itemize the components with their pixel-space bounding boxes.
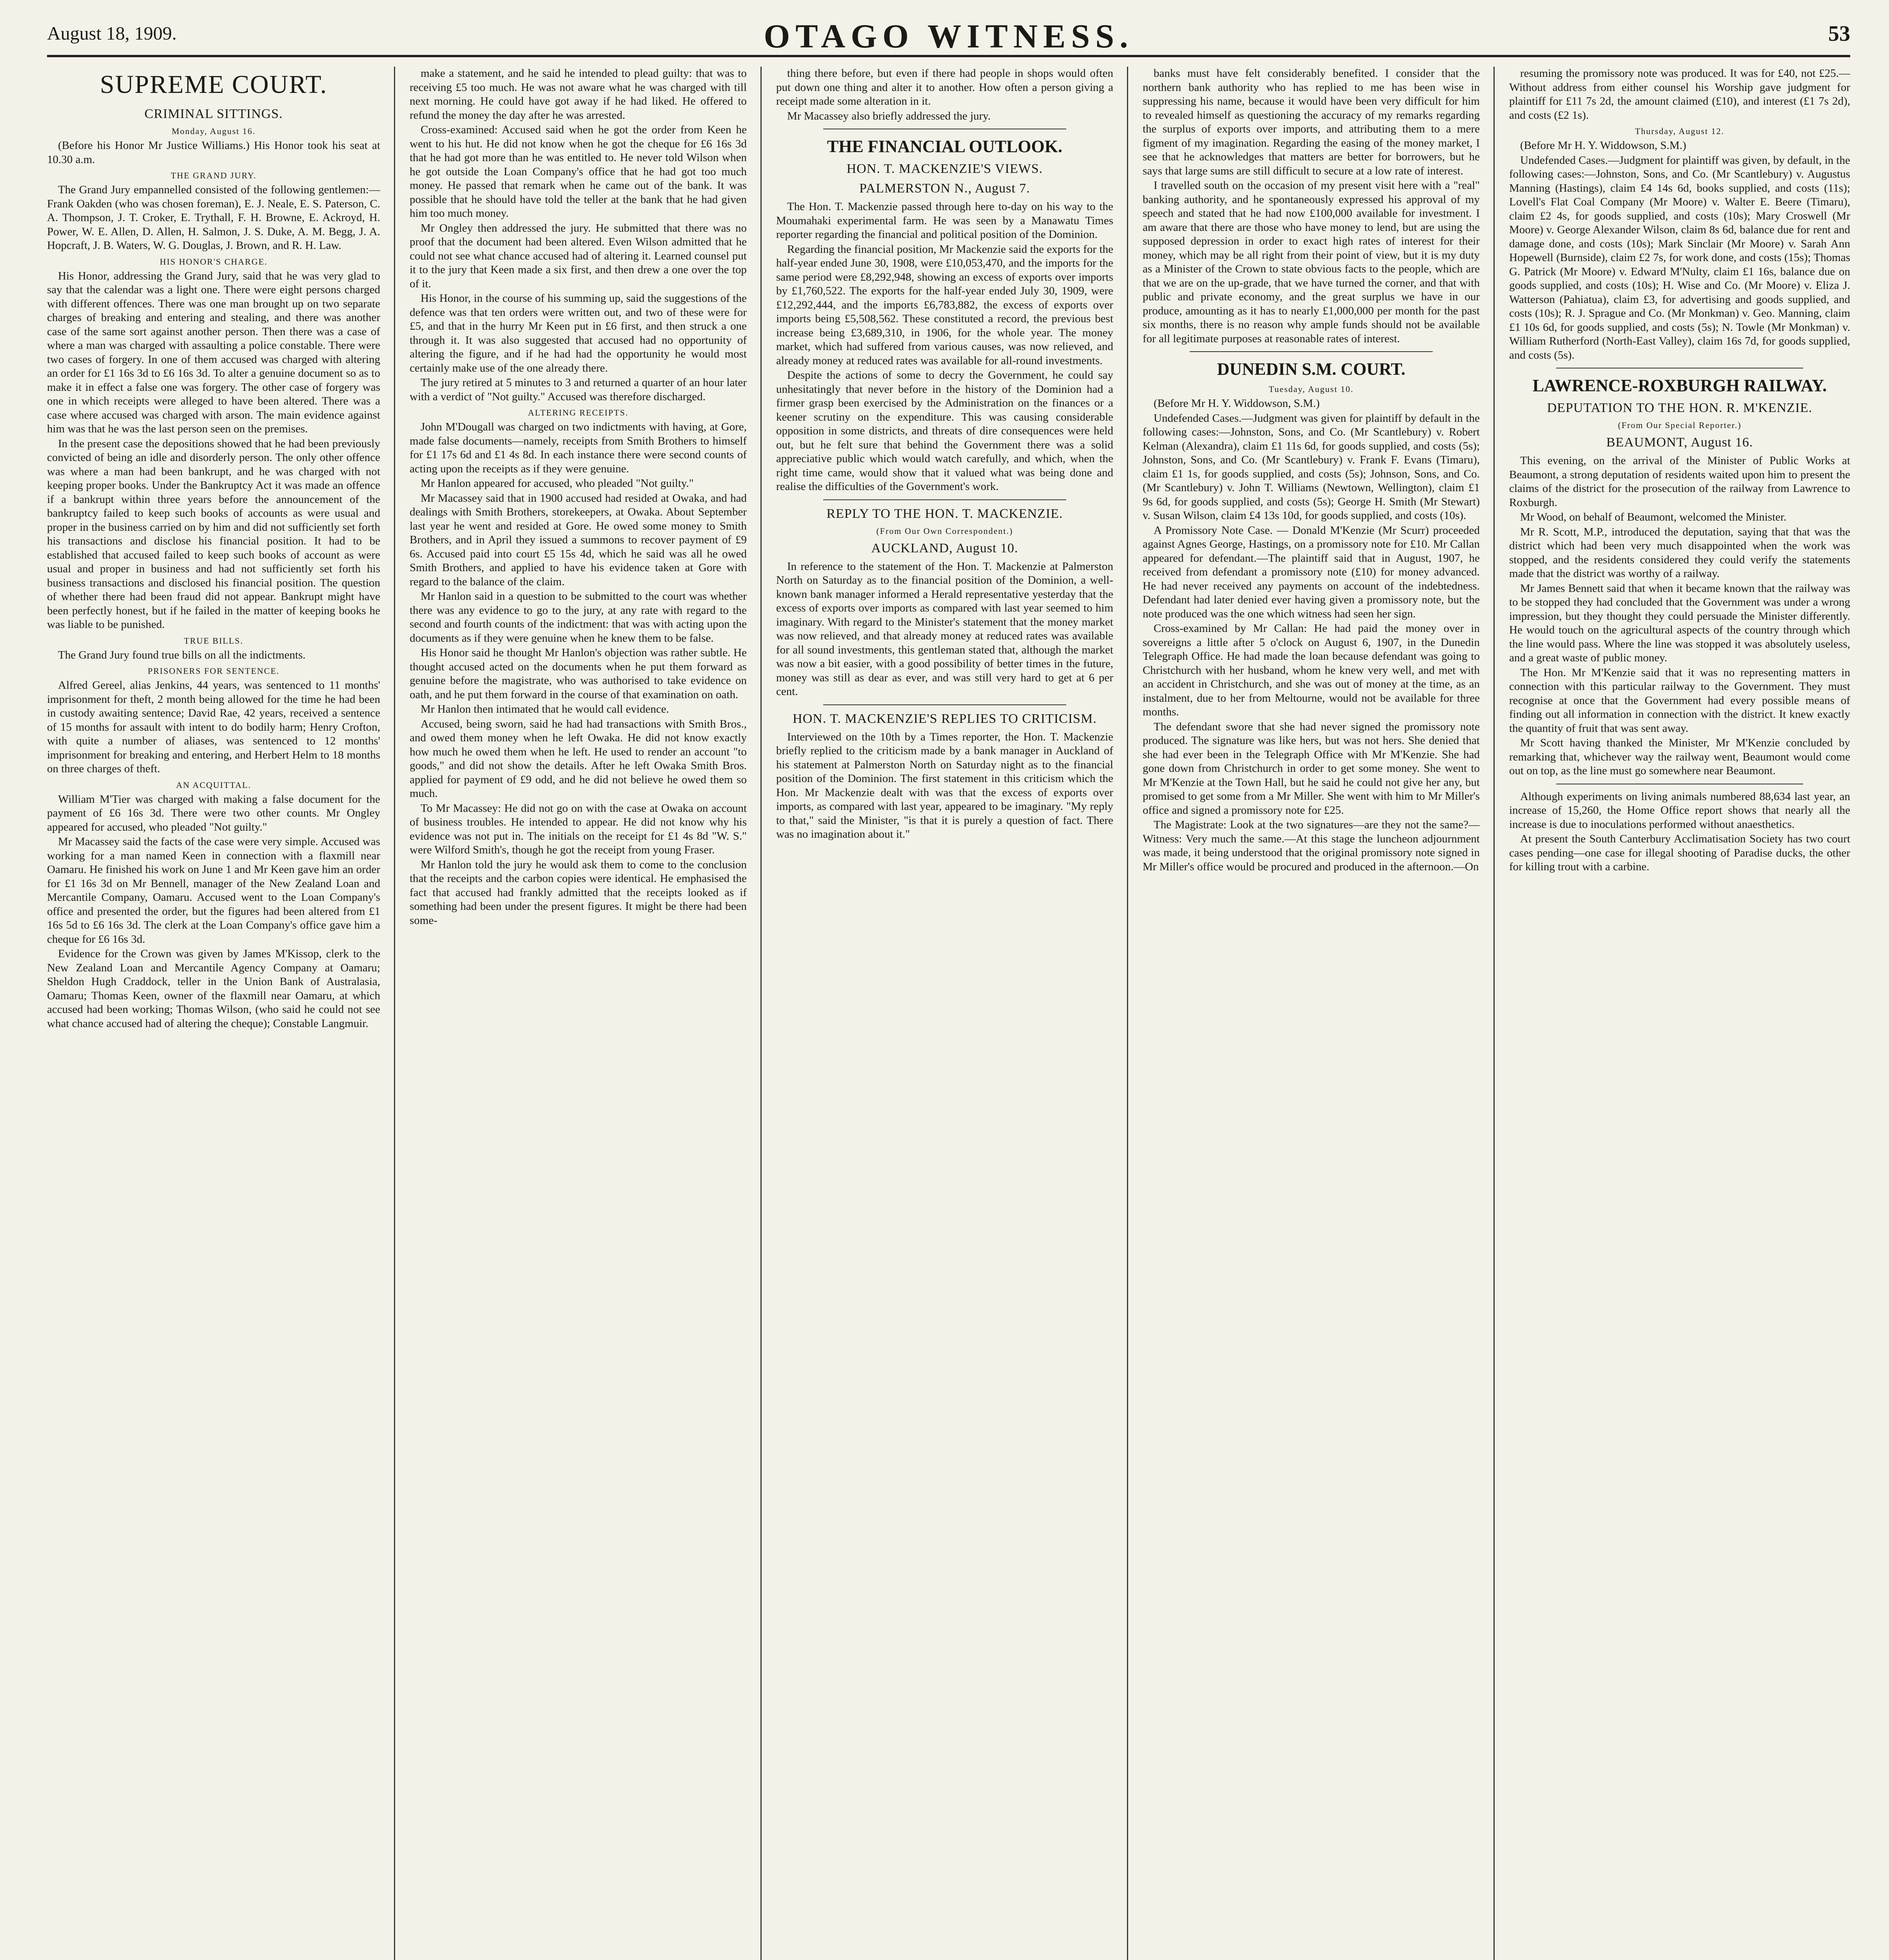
charge-heading: HIS HONOR'S CHARGE.	[160, 256, 268, 267]
bench-line: (Before Mr H. Y. Widdowson, S.M.)	[1520, 139, 1686, 152]
column-divider	[1127, 67, 1128, 1960]
paragraph: Mr James Bennett said that when it became known that the railway was to be stopped they had concluded that the Government was under a wrong impression, but they thought they could persuade the Minister differently. He would touch on the agricultural aspects of the country through which the line would pass. Where the line was stopped it was absolutely useless, and a great waste of public money.	[1509, 582, 1850, 664]
paragraph: I travelled south on the occasion of my present visit here with a "real" banking authority, and he spontaneously expressed his approval of my speech and stated that he had now £100,000 available for investment. I am aware that there are those who have money to lend, but are using the supposed depression in order to exact high rates of interest for their money, which may be all right from their point of view, but it is my duty as a Minister of the Crown to state obvious facts to the people, which are that we are on the up-grade, that we have turned the corner, and that with public and private economy, and the great surplus we have in our produce, amounting as it has to nearly £1,000,000 per month for the past six months, there is no reason why ample funds should not be available for all legitimate purposes at reasonable rates of interest.	[1143, 179, 1480, 345]
dunedin-court-heading: DUNEDIN S.M. COURT.	[1217, 359, 1406, 379]
date-line: Monday, August 16.	[171, 126, 256, 136]
mackenzie-views-heading: HON. T. MACKENZIE'S VIEWS.	[846, 162, 1043, 176]
paragraph: His Honor, in the course of his summing up, said the suggestions of the defence was that ten orders were written out, and two of these were for £5, and that in the hurry Mr Keen put in £6 first, and then struck a one through it. It was also suggested that accused had no opportunity of altering the figure, and if he had had the opportunity he would most certainly make use of the one already there.	[410, 292, 747, 374]
paragraph: make a statement, and he said he intended to plead guilty: that was to receiving £5 too much. He was not aware what he was charged with till next morning. He could have got away if he had liked. He offered to refund the money the day after he was arrested.	[410, 67, 747, 122]
date-line: Tuesday, August 10.	[1268, 384, 1354, 394]
section-rule	[823, 499, 1066, 500]
column-5	[1509, 67, 1850, 1960]
true-bills-heading: TRUE BILLS.	[184, 635, 243, 646]
dateline: BEAUMONT, August 16.	[1606, 435, 1753, 450]
column-2	[410, 67, 747, 1960]
column-divider	[1493, 67, 1495, 1960]
sentence-heading: PRISONERS FOR SENTENCE.	[147, 666, 280, 676]
paragraph: Evidence for the Crown was given by James M'Kissop, clerk to the New Zealand Loan and Mercantile Agency Company at Oamaru; Sheldon Hugh Craddock, teller in the Union Bank of Australasia, Oamaru; Thomas Keen, owner of the flaxmill near Oamaru, at which accused had been working; Thomas Wilson, (who said he could not see what chance accused had of altering the cheque); Constable Langmuir.	[47, 947, 380, 1030]
supreme-court-heading: SUPREME COURT.	[100, 70, 328, 99]
paragraph: The jury retired at 5 minutes to 3 and returned a quarter of an hour later with a verdict of "Not guilty." Accused was therefore discharged.	[410, 376, 747, 403]
paragraph: To Mr Macassey: He did not go on with the case at Owaka on account of business troubles. He intended to appear. He did not know why his evidence was not put in. The initials on the receipt for £1 4s 8d "W. S." were Wilford Smith's, though he got the receipt from young Fraser.	[410, 802, 747, 856]
paragraph: William M'Tier was charged with making a false document for the payment of £6 16s 3d. There were two other counts. Mr Ongley appeared for accused, who pleaded "Not guilty."	[47, 793, 380, 833]
paragraph: resuming the promissory note was produced. It was for £40, not £25.—Without address from either counsel his Worship gave judgment for plaintiff for £11 7s 2d, the amount claimed (£10), and interest (£1 7s 2d), and costs (£2 1s).	[1509, 67, 1850, 122]
paragraph: Undefended Cases.—Judgment for plaintiff was given, by default, in the following cases:—Johnston, Sons, and Co. (Mr Scantlebury) v. Augustus Manning (Hastings), claim £4 14s 6d, books supplied, and costs (11s); Lovell's Flat Coal Company (Mr Moore) v. Walter E. Beere (Timaru), claim £2 4s, for goods supplied, and costs (10s); Mary Croswell (Mr Moore) v. George Alexander Wilson, claim 8s 6d, balance due for rent and damage done, and costs (10s); Mark Sinclair (Mr Moore) v. Sarah Ann Hopewell (Burnside), claim £2 7s, for work done, and costs (15s); Thomas G. Patrick (Mr Moore) v. Edward M'Nulty, claim £1 16s, balance due on goods supplied, and costs (10s); H. Wise and Co. (Mr Moore) v. Eliza J. Watterson (Pahiatua), claim £3, for advertising and goods supplied, and costs (10s); R. J. Sprague and Co. (Mr Monkman) v. Geo. Manning, claim £1 10s 6d, for goods supplied, and costs (5s); N. Towle (Mr Monkman) v. William Rutherford (North-East Valley), claim 16s 7d, for goods supplied, and costs (5s).	[1509, 154, 1850, 361]
column-1	[47, 67, 380, 1960]
paragraph: Mr Macassey said that in 1900 accused had resided at Owaka, and had dealings with Smith Brothers, storekeepers, at Owaka. About September last year he went and resided at Gore. He owed some money to Smith Brothers, and in April they issued a summons to recover payment of £9 6s. Accused paid into court £5 15s 4d, which he said was all he owed Smith Brothers, and applied to have his evidence taken at Gore with regard to the balance of the claim.	[410, 492, 747, 588]
paragraph: This evening, on the arrival of the Minister of Public Works at Beaumont, a strong deputation of residents waited upon him to present the claims of the district for the prosecution of the railway from Lawrence to Roxburgh.	[1509, 454, 1850, 509]
paragraph: John M'Dougall was charged on two indictments with having, at Gore, made false documents—namely, receipts from Smith Brothers to himself for £1 17s 6d and £1 4s 8d. In each instance there were second counts of acting upon the receipts as if they were genuine.	[410, 421, 747, 475]
financial-outlook-heading: THE FINANCIAL OUTLOOK.	[827, 137, 1063, 156]
paragraph: Cross-examined: Accused said when he got the order from Keen he went to his hut. He did not know when he got the cheque for £6 16s 3d that he had got more than he was entitled to. He never told Wilson when he got outside the Loan Company's office that he had got too much money. He passed that remark when he came out of the bank. It was possible that he should have told the teller at the bank that he had given him too much money.	[410, 123, 747, 220]
replies-heading: HON. T. MACKENZIE'S REPLIES TO CRITICISM.	[793, 711, 1097, 726]
correspondent-line: (From Our Special Reporter.)	[1618, 420, 1742, 430]
paragraph: Mr Wood, on behalf of Beaumont, welcomed the Minister.	[1520, 511, 1787, 523]
paragraph: Despite the actions of some to decry the Government, he could say unhesitatingly that never before in the history of the Dominion had a firmer grasp been exercised by the Administration on the finances or a keener scrutiny on the expenditure. This was causing considerable opposition in some districts, and threats of dire consequences were held out, but he felt sure that behind the Government there was a solid appreciative public which would watch carefully, and which, when the right time came, would show that it valued what was being done and realise the difficulties of the Government's work.	[776, 369, 1113, 493]
paragraph: Mr Hanlon said in a question to be submitted to the court was whether there was any evidence to go to the jury, at any rate with regard to the second and fourth counts of the indictment: that was with acting upon the documents as if they were genuine when he knew them to be false.	[410, 590, 747, 644]
paragraph: Accused, being sworn, said he had had transactions with Smith Bros., and owed them money when he left Owaka. He did not know exactly how much he owed them when he left. He used to render an account "to goods," and did not show the details. After he left Owaka Smith Bros. applied for payment of £9 odd, and he did not believe he owed them so much.	[410, 717, 747, 800]
reply-heading: REPLY TO THE HON. T. MACKENZIE.	[826, 506, 1063, 521]
paragraph: The defendant swore that she had never signed the promissory note produced. The signature was like hers, but was not hers. She denied that she had ever been in the Telegraph Office with Mr M'Kenzie. She had gone down from Christchurch in order to get some money. She went to Mr M'Kenzie at the Town Hall, but he said he could not give her any, but promised to get some from a Mr Miller. She went with him to Mr Miller's office and signed a promissory note for £25.	[1143, 720, 1480, 817]
issue-date: August 18, 1909.	[47, 23, 177, 44]
paragraph: His Honor, addressing the Grand Jury, said that he was very glad to say that the calendar was a light one. There were eight persons charged with different offences. There was one man brought up on two separate charges of breaking and entering and stealing, and there was another case of the same sort against another person. Then there was a case of where a man was charged with assaulting a police constable. There were two cases of forgery. In one of them accused was charged with altering an order for £1 16s 3d to £6 16s 3d. To alter a genuine document so as to make it in effect a false one was forgery. The other case of forgery was one in which receipts were alleged to have been altered. There was a case where accused was charged with arson. The main evidence against him was that he was the last person seen on the premises.	[47, 269, 380, 435]
paragraph: Although experiments on living animals numbered 88,634 last year, an increase of 15,260, the Home Office report shows that nearly all the increase is due to inoculations performed without anaesthetics.	[1509, 790, 1850, 831]
acquittal-heading: AN ACQUITTAL.	[176, 780, 251, 790]
paragraph: Regarding the financial position, Mr Mackenzie said the exports for the half-year ended June 30, 1908, were £10,053,470, and the imports for the same period were £8,292,948, showing an excess of exports over imports by £1,760,522. The exports for the half-year ended July 30, 1909, were £12,292,444, and the imports £6,783,882, the excess of exports over imports being £5,508,562. These constituted a record, the previous best increase being £3,689,310, in 1906, for the whole year. The money market, which had suffered from various causes, was now relieved, and already money at reduced rates was available for all-round investments.	[776, 243, 1113, 367]
paragraph: The Grand Jury found true bills on all the indictments.	[58, 648, 306, 661]
column-3	[776, 67, 1113, 1960]
paragraph: His Honor said he thought Mr Hanlon's objection was rather subtle. He thought accused acted on the documents when he put them forward as genuine before the magistrate, who was authorised to take evidence on oath, and he put them forward in the course of that examination on oath.	[410, 646, 747, 701]
bench-line: (Before Mr H. Y. Widdowson, S.M.)	[1154, 397, 1320, 410]
date-line: Thursday, August 12.	[1635, 126, 1724, 136]
paragraph: Mr Macassey said the facts of the case were very simple. Accused was working for a man named Keen in connection with a flaxmill near Oamaru. He finished his work on June 1 and Mr Keen gave him an order for £1 16s 3d on Mr Bennell, manager of the New Zealand Loan and Mercantile Company, Oamaru. Accused went to the Loan Company's office and presented the order, but the figures had been altered from £1 16s 5d to £6 16s 3d. The clerk at the Loan Company's office gave him a cheque for £6 16s 3d.	[47, 835, 380, 946]
paragraph: In reference to the statement of the Hon. T. Mackenzie at Palmerston North on Saturday as to the financial position of the Dominion, a well-known bank manager informed a Herald representative yesterday that the excess of exports over imports as compared with last year seemed to him imaginary. With regard to the Minister's statement that the money market was now relieved, and that already money at reduced rates was available for all sound investments, this gentleman stated that, although the market was now a bit easier, with a good possibility of better times in the future, money was still as dear as ever, and was still very hard to get at 6 per cent.	[776, 560, 1113, 698]
paragraph: Mr Hanlon appeared for accused, who pleaded "Not guilty."	[421, 477, 694, 490]
section-rule	[1190, 351, 1433, 352]
paragraph: At present the South Canterbury Acclimatisation Society has two court cases pending—one case for illegal shooting of Paradise ducks, the other for killing trout with a carbine.	[1509, 833, 1850, 873]
paragraph: Mr Hanlon told the jury he would ask them to come to the conclusion that the receipts and the carbon copies were identical. He emphasised the fact that accused had frankly admitted that the receipts looked as if something had been under the present figures. It might be there had been some-	[410, 858, 747, 927]
deputation-heading: DEPUTATION TO THE HON. R. M'KENZIE.	[1547, 401, 1813, 415]
dateline: PALMERSTON N., August 7.	[859, 181, 1030, 196]
section-rule	[823, 704, 1066, 705]
railway-heading: LAWRENCE-ROXBURGH RAILWAY.	[1532, 376, 1827, 395]
paragraph: The Hon. Mr M'Kenzie said that it was no representing matters in connection with this particular railway to the Government. They must recognise at once that the Government had every possible means of finding out all information in connection with the district. It knew exactly the quantity of fruit that was sent away.	[1509, 666, 1850, 735]
criminal-sittings-subheading: CRIMINAL SITTINGS.	[144, 107, 283, 121]
page-number: 53	[1828, 22, 1850, 46]
altering-receipts-heading: ALTERING RECEIPTS.	[528, 408, 629, 417]
column-divider	[394, 67, 395, 1960]
newspaper-title: OTAGO WITNESS.	[764, 17, 1134, 55]
masthead	[47, 16, 1850, 57]
paragraph: The Hon. T. Mackenzie passed through here to-day on his way to the Moumahaki experimental farm. He was seen by a Manawatu Times reporter regarding the financial and political position of the Dominion.	[776, 200, 1113, 241]
paragraph: Interviewed on the 10th by a Times reporter, the Hon. T. Mackenzie briefly replied to the criticism made by a bank manager in Auckland of his statement at Palmerston North on Saturday night as to the financial position of the Dominion. The first statement in this criticism which the Hon. Mr Mackenzie dealt with was that the excess of exports over imports, as compared with last year, appeared to be imaginary. "My reply to that," said the Minister, "is that it is purely a question of fact. There was no imagination about it."	[776, 730, 1113, 840]
paragraph: Cross-examined by Mr Callan: He had paid the money over in sovereigns a little after 5 o'clock on August 6, 1907, in the Dunedin Telegraph Office. He had made the loan because defendant was going to Christchurch with her husband, whom he knew very well, and met with an accident in Christchurch, and she was out of money at the time, as an instalment, due to her from Meltourne, would not be available for three months.	[1143, 622, 1480, 718]
paragraph: thing there before, but even if there had people in shops would often put down one thing and alter it to another. How often a person giving a receipt made some alteration in it.	[776, 67, 1113, 107]
column-divider	[760, 67, 762, 1960]
bench-line: (Before his Honor Mr Justice Williams.) His Honor took his seat at 10.30 a.m.	[47, 139, 380, 166]
paragraph: In the present case the depositions showed that he had been previously convicted of being an idle and disorderly person. The only other offence was where a man had been bankrupt, and he was charged with not keeping proper books. Under the Bankruptcy Act it was made an offence if a bankrupt within three years before the announcement of the bankruptcy failed to keep such books of accounts as were usual and proper in the business carried on by him and did not sufficiently set forth his transactions and disclose his financial position. It had to be established that accused failed to keep such books of account as were usual and proper in business and had not sufficiently set forth his business transactions and disclosed his financial position. The question of whether there had been fraud did not appear. Bankrupt might have been perfectly honest, but if he failed in the matter of keeping books he was liable to be punished.	[47, 437, 380, 631]
paragraph: Alfred Gereel, alias Jenkins, 44 years, was sentenced to 11 months' imprisonment for theft, 2 month being allowed for the time he had been in custody awaiting sentence; David Rae, 42 years, received a sentence of 15 months for assault with intent to do bodily harm; Henry Crofton, with quite a number of aliases, was sentenced to 12 months' imprisonment for breaking and entering, and Herbert Helm to 18 months on three charges of theft.	[47, 679, 380, 775]
dateline: AUCKLAND, August 10.	[871, 541, 1018, 555]
paragraph: Mr Ongley then addressed the jury. He submitted that there was no proof that the document had been altered. Even Wilson admitted that he could not see what chance accused had of altering it. Learned counsel put it to the jury that Keen made a six first, and then drew a one over the top of it.	[410, 221, 747, 290]
paragraph: Mr Scott having thanked the Minister, Mr M'Kenzie concluded by remarking that, whichever way the railway went, Beaumont would come out on top, as the line must go somewhere near Beaumont.	[1509, 737, 1850, 777]
correspondent-line: (From Our Own Correspondent.)	[876, 526, 1013, 536]
paragraph: Mr Hanlon then intimated that he would call evidence.	[421, 703, 669, 715]
paragraph: Mr R. Scott, M.P., introduced the deputation, saying that that was the district which had been very much disappointed when the work was stopped, and the residents considered they could verify the statements made that the district was worthy of a railway.	[1509, 525, 1850, 580]
column-4	[1143, 67, 1480, 1960]
paragraph: The Grand Jury empannelled consisted of the following gentlemen:—Frank Oakden (who was chosen foreman), E. J. Neale, E. S. Paterson, C. A. Thompson, J. T. Croker, E. Trythall, F. H. Browne, E. Ackroyd, H. Power, W. E. Allen, D. Allen, H. Salmon, J. S. Duke, A. M. Begg, J. A. Hopcraft, J. B. Waters, W. G. Douglas, J. Brown, and R. H. Law.	[47, 183, 380, 252]
grand-jury-heading: THE GRAND JURY.	[171, 171, 257, 180]
paragraph: banks must have felt considerably benefited. I consider that the northern bank authority who has replied to me has been wise in suppressing his name, because it would have been very difficult for him to revealed himself as questioning the accuracy of my remarks regarding the surplus of exports over imports, and attributing them to a mere figment of my imagination. Regarding the easing of the money market, I see that he acknowledges that matters are better for borrowers, but he says that large sums are still difficult to secure at a low rate of interest.	[1143, 67, 1480, 177]
paragraph: Undefended Cases.—Judgment was given for plaintiff by default in the following cases:—Johnston, Sons, and Co. (Mr Scantlebury) v. Robert Kelman (Alexandra), claim £1 11s 6d, for goods supplied, and costs (5s); Johnston, Sons, and Co. (Mr Scantlebury) v. Frank F. Evans (Timaru), claim £1 1s, for goods supplied, and costs (5s); Johnson, Sons, and Co. (Mr Scantlebury) v. John T. Williams (Newtown, Wellington), claim £1 9s 6d, for goods supplied, and costs (5s); George H. Smith (Mr Stewart) v. Susan Wilson, claim £4 13s 10d, for goods supplied, and costs (10s).	[1143, 412, 1480, 522]
paragraph: The Magistrate: Look at the two signatures—are they not the same?—Witness: Very much the same.—At this stage the luncheon adjournment was made, it being understood that the original promissory note signed in Mr Miller's office would be procured and produced in the afternoon.—On	[1143, 818, 1480, 873]
paragraph: A Promissory Note Case. — Donald M'Kenzie (Mr Scurr) proceeded against Agnes George, Hastings, on a promissory note for £10. Mr Callan appeared for defendant.—The plaintiff said that in August, 1907, he received from defendant a promissory note (£10) for money advanced. He had never received any payments on account of the indebtedness. Defendant had later denied ever having given a promissory note, but the note produced was the one which witness had seen her sign.	[1143, 524, 1480, 620]
paragraph: Mr Macassey also briefly addressed the jury.	[787, 109, 991, 122]
